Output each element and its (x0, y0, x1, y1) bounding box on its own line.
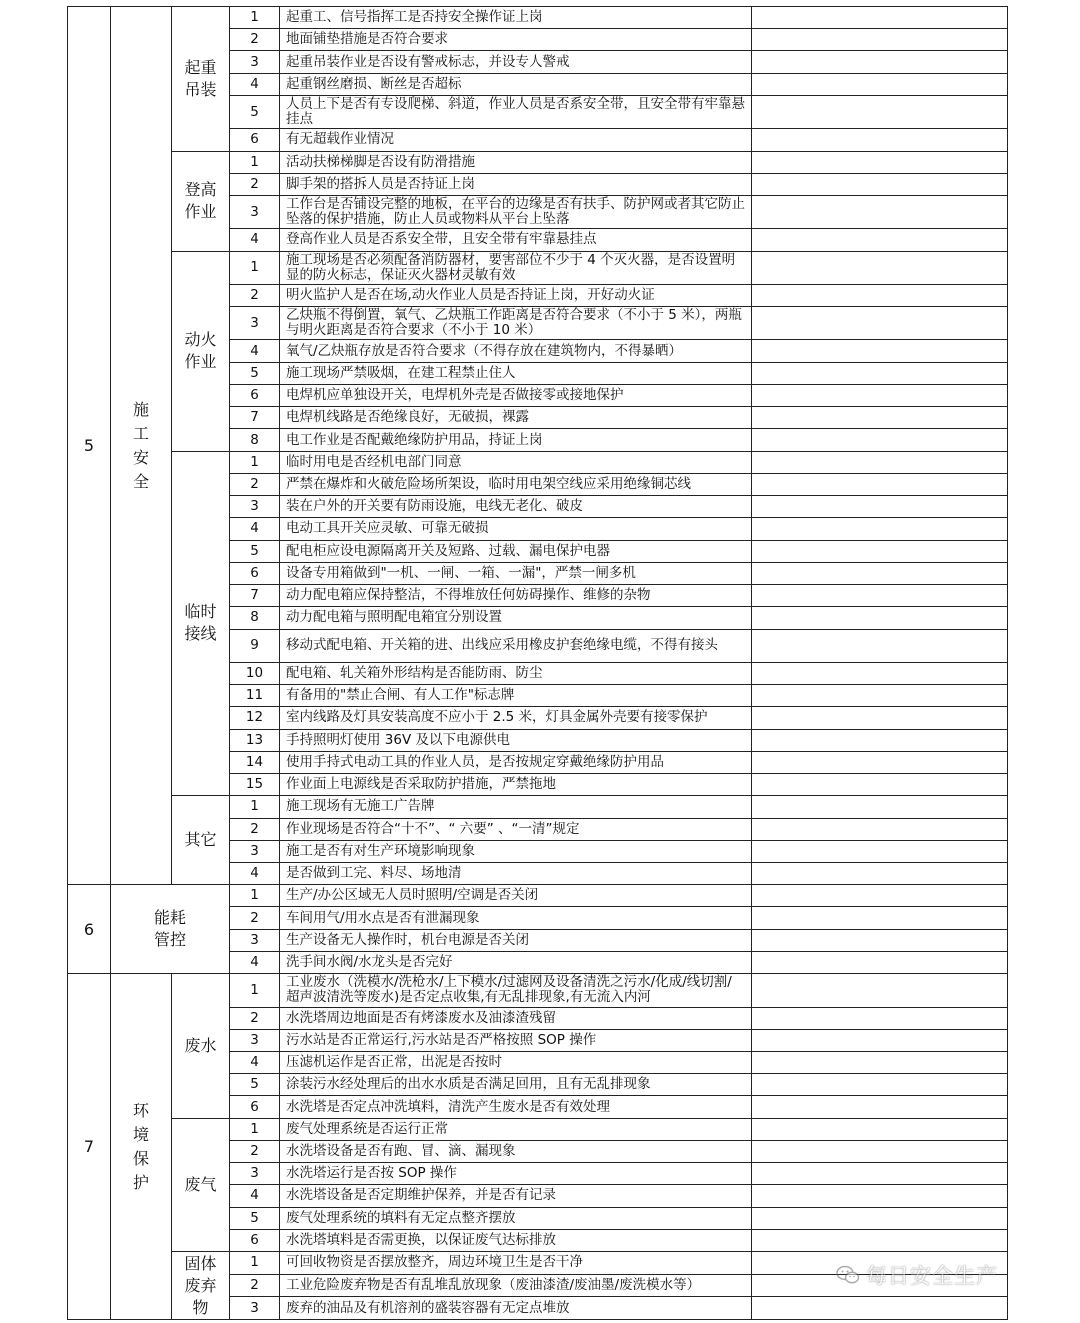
subcategory-label-label: 废气 (184, 1174, 217, 1194)
item-number: 1 (230, 796, 280, 818)
check-item-text: 可回收物资是否摆放整齐，周边环境卫生是否干净 (280, 1252, 752, 1275)
result-cell (752, 429, 1008, 451)
subcategory-label-label: 其它 (184, 830, 217, 850)
table-row (68, 1118, 1008, 1140)
check-item-text: 使用手持式电动工具的作业人员，是否按规定穿戴绝缘防护用品 (280, 751, 752, 773)
item-number: 13 (230, 729, 280, 751)
result-cell (752, 451, 1008, 473)
check-item-text: 手持照明灯使用 36V 及以下电源供电 (280, 729, 752, 751)
check-item-text: 水洗塔运行是否按 SOP 操作 (280, 1163, 752, 1185)
result-cell (752, 73, 1008, 95)
check-item-text: 生产/办公区域无人员时照明/空调是否关闭 (280, 885, 752, 907)
result-cell (752, 907, 1008, 929)
result-cell (752, 1297, 1008, 1320)
check-item-text: 活动扶梯梯脚是否设有防滑措施 (280, 151, 752, 173)
check-item-text: 电工作业是否配戴绝缘防护用品，持证上岗 (280, 429, 752, 451)
result-cell (752, 1140, 1008, 1162)
result-cell (752, 340, 1008, 362)
result-cell (752, 1074, 1008, 1096)
check-item-text: 有无超载作业情况 (280, 129, 752, 151)
item-number: 8 (230, 429, 280, 451)
result-cell (752, 51, 1008, 73)
table-row (68, 151, 1008, 173)
check-item-text: 人员上下是否有专设爬梯、斜道，作业人员是否系安全带，且安全带有牢靠悬挂点 (280, 95, 752, 128)
item-number: 3 (230, 1163, 280, 1185)
check-item-text: 施工现场严禁吸烟，在建工程禁止住人 (280, 362, 752, 384)
item-number: 1 (230, 885, 280, 907)
check-item-text: 水洗塔设备是否定期维护保养，并是否有记录 (280, 1185, 752, 1207)
section-number: 7 (68, 974, 111, 1320)
item-number: 12 (230, 707, 280, 729)
item-number: 1 (230, 151, 280, 173)
item-number: 1 (230, 1118, 280, 1140)
subcategory-label (172, 1252, 230, 1320)
table-row (68, 885, 1008, 907)
check-item-text: 施工现场是否必须配备消防器材，要害部位不少于 4 个灭火器，是否设置明显的防火标志，保证灭火器材灵敏有效 (280, 251, 752, 284)
item-number: 3 (230, 929, 280, 951)
item-number: 5 (230, 95, 280, 128)
result-cell (752, 229, 1008, 251)
check-item-text: 登高作业人员是否系安全带，且安全带有牢靠悬挂点 (280, 229, 752, 251)
check-item-text: 洗手间水阀/水龙头是否完好 (280, 951, 752, 973)
check-item-text: 作业面上电源线是否采取防护措施，严禁拖地 (280, 774, 752, 796)
result-cell (752, 1096, 1008, 1118)
subcategory-label-label: 起重吊装 (184, 57, 217, 99)
item-number: 5 (230, 1207, 280, 1229)
result-cell (752, 540, 1008, 562)
section-number: 6 (68, 885, 111, 974)
subcategory-label (172, 451, 230, 796)
result-cell (752, 1207, 1008, 1229)
item-number: 8 (230, 607, 280, 629)
item-number: 6 (230, 129, 280, 151)
result-cell (752, 251, 1008, 284)
check-item-text: 工业废水（洗模水/洗枪水/上下模水/过滤网及设备清洗之污水/化成/线切割/超声波清洗等废水)是否定点收集,有无乱排现象,有无流入内河 (280, 974, 752, 1007)
result-cell (752, 1185, 1008, 1207)
check-item-text: 车间用气/用水点是否有泄漏现象 (280, 907, 752, 929)
result-cell (752, 384, 1008, 406)
check-item-text: 起重工、信号指挥工是否持安全操作证上岗 (280, 7, 752, 29)
result-cell (752, 473, 1008, 495)
result-cell (752, 685, 1008, 707)
check-item-text: 脚手架的搭拆人员是否持证上岗 (280, 173, 752, 195)
item-number: 6 (230, 562, 280, 584)
subcategory-label (172, 796, 230, 885)
result-cell (752, 29, 1008, 51)
check-item-text: 作业现场是否符合“十不”、“ 六要” 、“一清”规定 (280, 818, 752, 840)
item-number: 3 (230, 840, 280, 862)
subcategory-label (172, 1118, 230, 1251)
item-number: 3 (230, 307, 280, 340)
subcategory-label (172, 151, 230, 251)
item-number: 2 (230, 1140, 280, 1162)
result-cell (752, 284, 1008, 306)
result-cell (752, 1118, 1008, 1140)
item-number: 1 (230, 451, 280, 473)
item-number: 7 (230, 585, 280, 607)
item-number: 1 (230, 1252, 280, 1275)
item-number: 1 (230, 251, 280, 284)
check-item-text: 施工现场有无施工广告牌 (280, 796, 752, 818)
result-cell (752, 885, 1008, 907)
item-number: 4 (230, 229, 280, 251)
check-item-text: 临时用电是否经机电部门同意 (280, 451, 752, 473)
table-row (68, 796, 1008, 818)
result-cell (752, 151, 1008, 173)
check-item-text: 起重吊装作业是否设有警戒标志，并设专人警戒 (280, 51, 752, 73)
subcategory-label-label: 动火作业 (184, 330, 217, 372)
check-item-text: 电动工具开关应灵敏、可靠无破损 (280, 518, 752, 540)
check-item-text: 电焊机线路是否绝缘良好，无破损，裸露 (280, 407, 752, 429)
result-cell (752, 707, 1008, 729)
item-number: 2 (230, 284, 280, 306)
check-item-text: 压滤机运作是否正常，出泥是否按时 (280, 1051, 752, 1073)
result-cell (752, 662, 1008, 684)
item-number: 1 (230, 7, 280, 29)
check-item-text: 地面铺垫措施是否符合要求 (280, 29, 752, 51)
check-item-text: 明火监护人是否在场,动火作业人员是否持证上岗，开好动火证 (280, 284, 752, 306)
item-number: 3 (230, 496, 280, 518)
result-cell (752, 496, 1008, 518)
item-number: 3 (230, 1297, 280, 1320)
result-cell (752, 562, 1008, 584)
category-label-label: 环境保护 (132, 1100, 149, 1192)
check-item-text: 乙炔瓶不得倒置，氧气、乙炔瓶工作距离是否符合要求（不小于 5 米），两瓶与明火距离是否符合要求（不小于 10 米） (280, 307, 752, 340)
result-cell (752, 95, 1008, 128)
subcategory-label-label: 临时接线 (184, 602, 217, 644)
item-number: 5 (230, 362, 280, 384)
item-number: 2 (230, 907, 280, 929)
result-cell (752, 1163, 1008, 1185)
item-number: 3 (230, 51, 280, 73)
item-number: 4 (230, 862, 280, 884)
subcategory-label (172, 974, 230, 1119)
item-number: 1 (230, 974, 280, 1007)
check-item-text: 施工是否有对生产环境影响现象 (280, 840, 752, 862)
category-label-label: 能耗管控 (153, 908, 186, 950)
item-number: 5 (230, 540, 280, 562)
item-number: 6 (230, 1096, 280, 1118)
item-number: 10 (230, 662, 280, 684)
check-item-text: 动力配电箱与照明配电箱宜分别设置 (280, 607, 752, 629)
item-number: 6 (230, 1229, 280, 1251)
check-item-text: 废气处理系统是否运行正常 (280, 1118, 752, 1140)
result-cell (752, 796, 1008, 818)
result-cell (752, 840, 1008, 862)
result-cell (752, 7, 1008, 29)
check-item-text: 水洗塔填料是否需更换，以保证废气达标排放 (280, 1229, 752, 1251)
result-cell (752, 629, 1008, 662)
result-cell (752, 1029, 1008, 1051)
check-item-text: 动力配电箱应保持整洁，不得堆放任何妨碍操作、维修的杂物 (280, 585, 752, 607)
subcategory-label-label: 登高作业 (184, 180, 217, 222)
inspection-checklist-table (67, 6, 1008, 1320)
item-number: 2 (230, 29, 280, 51)
item-number: 4 (230, 73, 280, 95)
subcategory-label-label: 废水 (184, 1035, 217, 1055)
result-cell (752, 1229, 1008, 1251)
category-label (111, 7, 172, 885)
result-cell (752, 929, 1008, 951)
result-cell (752, 862, 1008, 884)
table-row (68, 251, 1008, 284)
item-number: 4 (230, 1185, 280, 1207)
result-cell (752, 974, 1008, 1007)
check-item-text: 配电箱、轧关箱外形结构是否能防雨、防尘 (280, 662, 752, 684)
table-row (68, 451, 1008, 473)
result-cell (752, 195, 1008, 228)
result-cell (752, 518, 1008, 540)
check-item-text: 废气处理系统的填料有无定点整齐摆放 (280, 1207, 752, 1229)
subcategory-label-label: 固体废弃物 (184, 1253, 217, 1317)
item-number: 11 (230, 685, 280, 707)
item-number: 2 (230, 1007, 280, 1029)
item-number: 4 (230, 518, 280, 540)
check-item-text: 涂装污水经处理后的出水水质是否满足回用，且有无乱排现象 (280, 1074, 752, 1096)
item-number: 5 (230, 1074, 280, 1096)
check-item-text: 污水站是否正常运行,污水站是否严格按照 SOP 操作 (280, 1029, 752, 1051)
check-item-text: 生产设备无人操作时，机台电源是否关闭 (280, 929, 752, 951)
item-number: 2 (230, 173, 280, 195)
check-item-text: 设备专用箱做到"一机、一闸、一箱、一漏"，严禁一闸多机 (280, 562, 752, 584)
check-item-text: 是否做到工完、料尽、场地清 (280, 862, 752, 884)
table-row (68, 974, 1008, 1007)
watermark (836, 1262, 998, 1288)
category-label-label: 施工安全 (132, 399, 149, 491)
check-item-text: 移动式配电箱、开关箱的进、出线应采用橡皮护套绝缘电缆，不得有接头 (280, 629, 752, 662)
result-cell (752, 362, 1008, 384)
check-item-text: 严禁在爆炸和火破危险场所架设，临时用电架空线应采用绝缘铜芯线 (280, 473, 752, 495)
check-item-text: 工作台是否铺设完整的地板，在平台的边缘是否有扶手、防护网或者其它防止坠落的保护措施，防止人员或物料从平台上坠落 (280, 195, 752, 228)
check-item-text: 配电柜应设电源隔离开关及短路、过载、漏电保护电器 (280, 540, 752, 562)
check-item-text: 装在户外的开关要有防雨设施，电线无老化、破皮 (280, 496, 752, 518)
check-item-text: 工业危险废弃物是否有乱堆乱放现象（废油漆渣/废油墨/废洗模水等） (280, 1274, 752, 1297)
check-item-text: 水洗塔是否定点冲洗填料，清洗产生废水是否有效处理 (280, 1096, 752, 1118)
item-number: 2 (230, 473, 280, 495)
result-cell (752, 951, 1008, 973)
result-cell (752, 818, 1008, 840)
item-number: 6 (230, 384, 280, 406)
item-number: 4 (230, 951, 280, 973)
check-item-text: 废弃的油品及有机溶剂的盛装容器有无定点堆放 (280, 1297, 752, 1320)
item-number: 7 (230, 407, 280, 429)
check-item-text: 水洗塔设备是否有跑、冒、滴、漏现象 (280, 1140, 752, 1162)
item-number: 4 (230, 1051, 280, 1073)
result-cell (752, 774, 1008, 796)
category-label (111, 974, 172, 1320)
subcategory-label (172, 251, 230, 451)
result-cell (752, 585, 1008, 607)
item-number: 9 (230, 629, 280, 662)
result-cell (752, 607, 1008, 629)
result-cell (752, 729, 1008, 751)
result-cell (752, 307, 1008, 340)
item-number: 4 (230, 340, 280, 362)
subcategory-label (172, 7, 230, 152)
check-item-text: 电焊机应单独设开关，电焊机外壳是否做接零或接地保护 (280, 384, 752, 406)
item-number: 2 (230, 1274, 280, 1297)
table-row (68, 7, 1008, 29)
result-cell (752, 173, 1008, 195)
result-cell (752, 1007, 1008, 1029)
check-item-text: 水洗塔周边地面是否有烤漆废水及油漆渣残留 (280, 1007, 752, 1029)
wechat-icon (836, 1265, 860, 1285)
check-item-text: 氧气/乙炔瓶存放是否符合要求（不得存放在建筑物内，不得暴晒） (280, 340, 752, 362)
check-item-text: 有备用的"禁止合闸、有人工作"标志牌 (280, 685, 752, 707)
item-number: 3 (230, 195, 280, 228)
item-number: 14 (230, 751, 280, 773)
result-cell (752, 407, 1008, 429)
result-cell (752, 1051, 1008, 1073)
check-item-text: 室内线路及灯具安装高度不应小于 2.5 米，灯具金属外壳要有接零保护 (280, 707, 752, 729)
category-label (111, 885, 230, 974)
watermark-text: 每日安全生产 (866, 1264, 998, 1288)
item-number: 3 (230, 1029, 280, 1051)
section-number: 5 (68, 7, 111, 885)
result-cell (752, 751, 1008, 773)
result-cell (752, 129, 1008, 151)
item-number: 15 (230, 774, 280, 796)
check-item-text: 起重钢丝磨损、断丝是否超标 (280, 73, 752, 95)
item-number: 2 (230, 818, 280, 840)
